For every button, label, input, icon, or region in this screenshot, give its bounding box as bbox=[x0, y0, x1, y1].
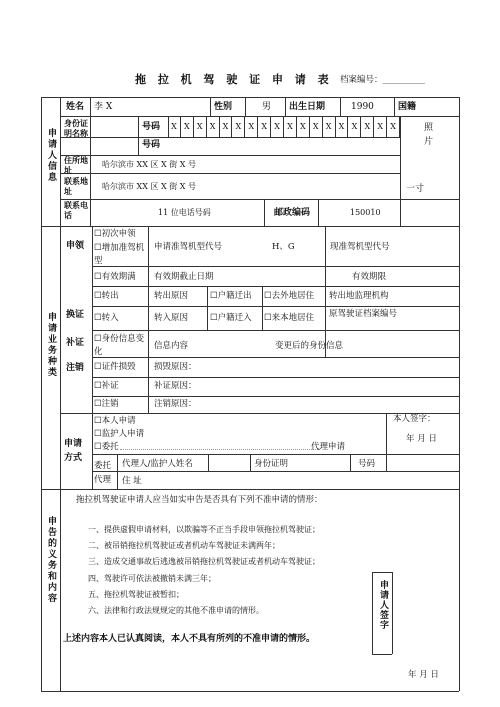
birth-date-value[interactable]: 1990 bbox=[351, 102, 374, 112]
postcode-value[interactable]: 150010 bbox=[350, 208, 381, 217]
declaration-date: 年 月 日 bbox=[408, 670, 439, 680]
id-number-cell[interactable]: X bbox=[194, 116, 207, 137]
damaged-reason-label: 损毁原因： bbox=[154, 362, 197, 372]
id-number2-label: 号码 bbox=[142, 140, 161, 150]
damaged-checkbox[interactable]: ☐证件损毁 bbox=[94, 362, 136, 372]
nationality-label: 国籍 bbox=[398, 102, 417, 112]
come-local-checkbox[interactable]: ☐来本地居住 bbox=[264, 313, 315, 323]
id-number-cell[interactable]: X bbox=[323, 116, 336, 137]
contact-address-value[interactable]: 哈尔滨市 XX 区 X 街 X 号 bbox=[102, 182, 197, 191]
gender-label: 性别 bbox=[214, 102, 233, 112]
changed-info-label: 变更后的身份信息 bbox=[275, 341, 344, 351]
id-number-cell[interactable]: X bbox=[361, 116, 374, 137]
applicant-section-label: 申请人信息 bbox=[46, 128, 56, 183]
declaration-section-label: 申告的义务和内容 bbox=[46, 516, 56, 604]
transfer-out-checkbox[interactable]: ☐转出 bbox=[94, 291, 119, 301]
id-change-checkbox[interactable]: ☐身份信息变化 bbox=[94, 334, 145, 357]
declaration-item: 一、提供虚假申请材料，以欺骗等不正当手段申领拖拉机驾驶证； bbox=[88, 525, 320, 534]
orig-file-no-label: 原驾驶证档案编号 bbox=[329, 309, 398, 319]
id-number-cell[interactable]: X bbox=[168, 116, 181, 137]
gender-value[interactable]: 男 bbox=[262, 102, 272, 112]
photo-label: 照片 bbox=[424, 123, 434, 148]
id-number-cell[interactable]: X bbox=[310, 116, 323, 137]
initial-apply-checkbox[interactable]: ☐初次申领 bbox=[94, 229, 136, 239]
phone-label: 联系电话 bbox=[64, 200, 88, 220]
agent-id-proof-label: 身份证明 bbox=[254, 459, 289, 469]
cancel-checkbox[interactable]: ☐注销 bbox=[94, 399, 119, 409]
expire-checkbox[interactable]: ☐有效期满 bbox=[94, 272, 136, 282]
cancel-reason-label: 注销原因： bbox=[154, 399, 197, 409]
declaration-item: 三、造成交通事故后逃逸被吊销拖拉机驾驶证或者机动车驾驶证； bbox=[88, 557, 320, 566]
self-apply-checkbox[interactable]: ☐本人申请 bbox=[94, 416, 136, 426]
expire-limit-label: 有效期限 bbox=[352, 272, 387, 282]
guardian-apply-checkbox[interactable]: ☐监护人申请 bbox=[94, 429, 145, 439]
entrust-checkbox[interactable]: ☐委托 bbox=[94, 442, 119, 452]
id-number-label: 号码 bbox=[142, 122, 161, 132]
transfer-in-checkbox[interactable]: ☐转入 bbox=[94, 313, 119, 323]
id-number-cell[interactable]: X bbox=[348, 116, 361, 137]
hukou-out-checkbox[interactable]: ☐户籍迁出 bbox=[210, 291, 252, 301]
add-type-checkbox[interactable]: ☐增加准驾机型 bbox=[94, 243, 145, 266]
id-number-cell[interactable]: X bbox=[181, 116, 194, 137]
agent-apply-label: 代理申请 bbox=[311, 442, 346, 452]
form-title: 拖 拉 机 驾 驶 证 申 请 表 bbox=[135, 73, 333, 86]
apply-type-value[interactable]: H、G bbox=[272, 242, 295, 252]
entrust-agent-label: 委托代理 bbox=[94, 461, 112, 485]
id-number-cell[interactable]: X bbox=[336, 116, 349, 137]
self-sign-date: 年 月 日 bbox=[406, 434, 437, 444]
apply-label: 申领 bbox=[66, 241, 85, 251]
go-abroad-checkbox[interactable]: ☐去外地居住 bbox=[264, 291, 315, 301]
reissue-checkbox[interactable]: ☐补证 bbox=[94, 381, 119, 391]
transfer-out-reason-label: 转出原因 bbox=[154, 291, 189, 301]
applicant-sign-label: 申请人签字 bbox=[378, 580, 388, 630]
id-number-cells bbox=[168, 116, 400, 137]
declaration-confirm: 上述内容本人已认真阅读，本人不具有所列的不准申请的情形。 bbox=[63, 634, 316, 644]
business-section-label: 申请业务种类 bbox=[46, 312, 56, 378]
declaration-item: 六、法律和行政法规规定的其他不准申请的情形。 bbox=[88, 606, 264, 615]
id-doc-label: 身份证明名称 bbox=[64, 118, 88, 138]
agent-name-label: 代理人/监护人姓名 bbox=[122, 459, 193, 469]
method-section-label: 申请方式 bbox=[64, 439, 83, 463]
photo-size-label: 一寸 bbox=[406, 184, 425, 194]
hukou-in-checkbox[interactable]: ☐户籍迁入 bbox=[210, 313, 252, 323]
id-number-cell[interactable]: X bbox=[271, 116, 284, 137]
id-number-cell[interactable]: X bbox=[374, 116, 387, 137]
current-type-label: 现准驾机型代号 bbox=[330, 242, 390, 252]
id-number-cell[interactable]: X bbox=[232, 116, 245, 137]
id-number-cell[interactable]: X bbox=[297, 116, 310, 137]
self-sign-label: 本人签字： bbox=[393, 414, 436, 424]
expire-date-label: 有效期截止日期 bbox=[154, 272, 214, 282]
birth-date-label: 出生日期 bbox=[289, 102, 326, 112]
name-label: 姓名 bbox=[66, 102, 85, 112]
id-number-cell[interactable]: X bbox=[245, 116, 258, 137]
id-number-cell[interactable]: X bbox=[258, 116, 271, 137]
apply-type-label: 申请准驾机型代号 bbox=[154, 242, 223, 252]
declaration-item: 四、驾驶许可依法被撤销未满三年； bbox=[88, 574, 216, 583]
id-number-cell[interactable]: X bbox=[220, 116, 233, 137]
info-content-label: 信息内容 bbox=[154, 341, 189, 351]
transfer-dest-label: 转出地监理机构 bbox=[329, 291, 389, 301]
declaration-item: 二、被吊销拖拉机驾驶证或者机动车驾驶证未满两年； bbox=[88, 541, 280, 550]
name-value[interactable]: 李 X bbox=[94, 102, 113, 112]
id-number-cell[interactable]: X bbox=[207, 116, 220, 137]
agent-id-number-label: 号码 bbox=[358, 459, 376, 469]
renew-label: 换证 bbox=[66, 310, 85, 320]
address-label: 住所地址 bbox=[64, 155, 88, 175]
transfer-in-reason-label: 转入原因 bbox=[154, 313, 189, 323]
contact-address-label: 联系地址 bbox=[64, 176, 88, 196]
id-number-cell[interactable]: X bbox=[387, 116, 400, 137]
postcode-label: 邮政编码 bbox=[274, 208, 311, 218]
phone-value[interactable]: 11 位电话号码 bbox=[158, 208, 211, 217]
cancel-section-label: 注销 bbox=[66, 363, 85, 373]
reissue-section-label: 补证 bbox=[66, 338, 85, 348]
address-value[interactable]: 哈尔滨市 XX 区 X 街 X 号 bbox=[102, 160, 197, 169]
reissue-reason-label: 补证原因： bbox=[154, 381, 197, 391]
id-number-cell[interactable]: X bbox=[284, 116, 297, 137]
agent-address-label: 住 址 bbox=[122, 476, 142, 486]
declaration-intro: 拖拉机驾驶证申请人应当如实申告是否具有下列不准申请的情形： bbox=[76, 495, 323, 505]
file-number-label: 档案编号：__________ bbox=[340, 75, 426, 85]
declaration-item: 五、拖拉机驾驶证被暂扣； bbox=[88, 590, 184, 599]
